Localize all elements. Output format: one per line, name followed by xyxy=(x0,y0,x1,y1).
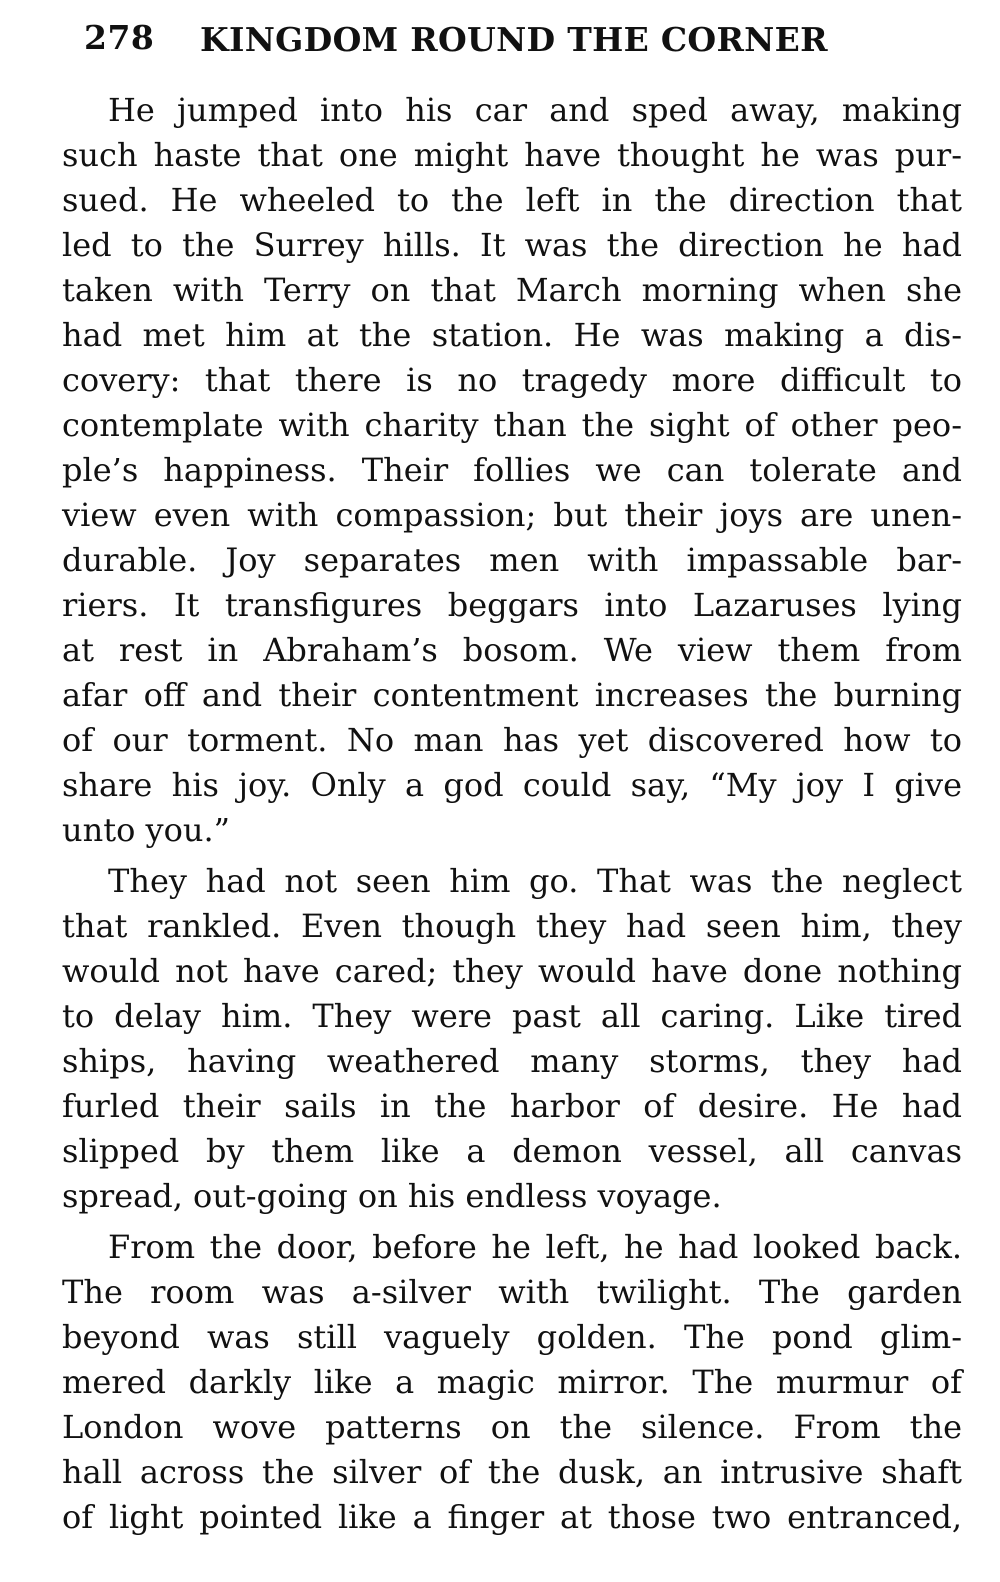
paragraph xyxy=(62,1225,962,1540)
text-line: furled their sails in the harbor of desire. He had xyxy=(62,1087,962,1125)
text-line: of light pointed like a finger at those two entranced, xyxy=(62,1498,962,1536)
text-line: beyond was still vaguely golden. The pond glim- xyxy=(62,1318,962,1356)
text-line: The room was a-silver with twilight. The garden xyxy=(62,1273,962,1311)
text-line: slipped by them like a demon vessel, all canvas xyxy=(62,1132,962,1170)
text-line: He jumped into his car and sped away, making xyxy=(108,91,962,129)
text-line: unto you.” xyxy=(62,811,230,849)
text-line: that rankled. Even though they had seen him, they xyxy=(62,907,962,945)
text-line: ships, having weathered many storms, they had xyxy=(62,1042,962,1080)
paragraph xyxy=(62,88,962,853)
text-line: They had not seen him go. That was the neglect xyxy=(108,862,962,900)
text-line: taken with Terry on that March morning when she xyxy=(62,271,962,309)
text-line: afar off and their contentment increases the burning xyxy=(62,676,962,714)
text-line: led to the Surrey hills. It was the direction he had xyxy=(62,226,962,264)
text-line: sued. He wheeled to the left in the direction that xyxy=(62,181,962,219)
paragraph xyxy=(62,859,962,1219)
text-line: spread, out-going on his endless voyage. xyxy=(62,1177,722,1215)
text-line: durable. Joy separates men with impassable bar- xyxy=(62,541,962,579)
text-line: ple’s happiness. Their follies we can tolerate and xyxy=(62,451,962,489)
text-line: From the door, before he left, he had looked back. xyxy=(108,1228,962,1266)
text-line: riers. It transfigures beggars into Lazaruses lying xyxy=(62,586,962,624)
text-line: share his joy. Only a god could say, “My joy I give xyxy=(62,766,962,804)
text-line: London wove patterns on the silence. From the xyxy=(62,1408,962,1446)
text-line: view even with compassion; but their joys are unen- xyxy=(62,496,962,534)
body-text xyxy=(62,88,962,1540)
text-line: at rest in Abraham’s bosom. We view them from xyxy=(62,631,962,669)
text-line: hall across the silver of the dusk, an intrusive shaft xyxy=(62,1453,962,1491)
text-line: of our torment. No man has yet discovered how to xyxy=(62,721,962,759)
page-number: 278 xyxy=(84,18,155,57)
text-line: covery: that there is no tragedy more difficult to xyxy=(62,361,962,399)
text-line: such haste that one might have thought he was pur- xyxy=(62,136,962,174)
text-line: to delay him. They were past all caring. Like tired xyxy=(62,997,962,1035)
text-line: had met him at the station. He was making a dis- xyxy=(62,316,962,354)
running-head: KINGDOM ROUND THE CORNER xyxy=(200,20,828,59)
page-header xyxy=(84,14,884,74)
text-line: contemplate with charity than the sight of other peo- xyxy=(62,406,962,444)
text-line: would not have cared; they would have done nothing xyxy=(62,952,962,990)
text-line: mered darkly like a magic mirror. The murmur of xyxy=(62,1363,962,1401)
